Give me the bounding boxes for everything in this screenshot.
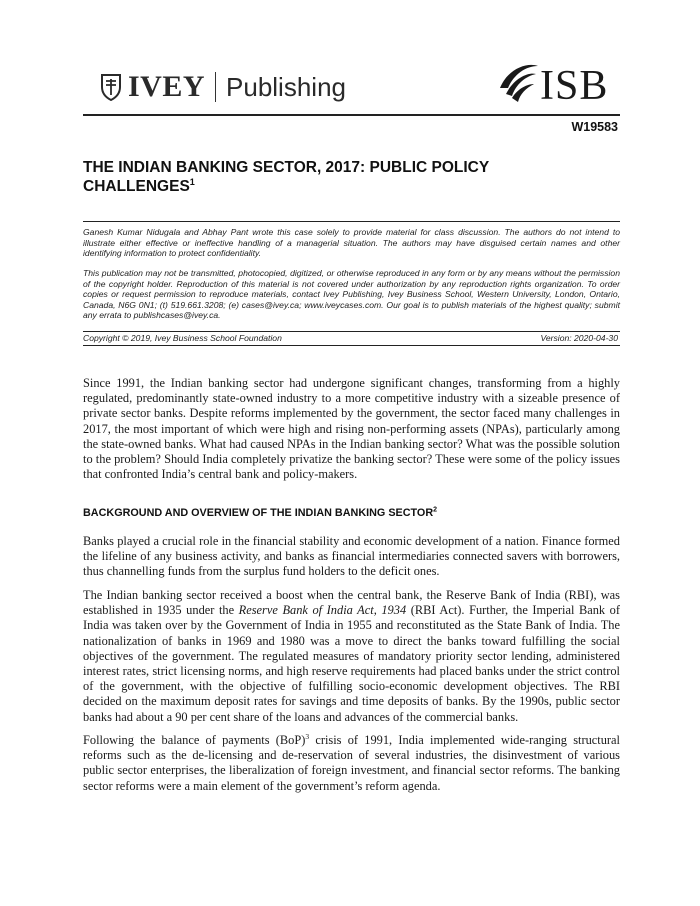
title-footnote-ref: 1 <box>189 176 195 187</box>
rbi-paragraph <box>83 588 620 725</box>
isb-wordmark: ISB <box>540 63 609 109</box>
case-title-text: THE INDIAN BANKING SECTOR, 2017: PUBLIC POLICY CHALLENGES <box>83 159 489 195</box>
header-rule <box>83 114 620 116</box>
rbi-text-b: (RBI Act). Further, the Imperial Bank of India was taken over by the Government of India in 1955 and reconstituted as the State Bank of India. The nationalization of banks in 1969 and 1980 was a move to direct the banks toward fulfilling the social objectives of the government. The regulated measures of mandatory priority sector lending, administered interest rates, strict licensing norms, and high reserve requirements had placed banks under the strict control of the government, with the objective of fulfilling socio-economic development objectives. The RBI decided on the maximum deposit rates for savings and time deposits of banks. By the 1990s, public sector banks had about a 90 per cent share of the loans and advances of the commercial banks. <box>83 603 621 724</box>
ivey-publishing-logo <box>100 67 346 107</box>
section-heading-text: BACKGROUND AND OVERVIEW OF THE INDIAN BANKING SECTOR <box>83 507 434 519</box>
case-title <box>83 158 603 196</box>
logo-separator <box>215 72 216 102</box>
banks-paragraph: Banks played a crucial role in the financial stability and economic development of a nation. Finance formed the lifeline of any business activity, and banks as financial intermediaries connected savers with borrowers, thus channelling funds from the surplus fund holders to the deficit ones. <box>83 534 620 579</box>
publishing-wordmark: Publishing <box>226 71 346 102</box>
version-text: Version: 2020-04-30 <box>540 333 618 343</box>
bop-paragraph <box>83 733 620 794</box>
copyright-bottom-rule <box>83 345 620 346</box>
copyright-top-rule <box>83 331 620 332</box>
ivey-shield-icon <box>100 73 122 101</box>
copyright-text: Copyright © 2019, Ivey Business School Foundation <box>83 333 282 343</box>
notice-top-rule <box>83 221 620 222</box>
intro-paragraph: Since 1991, the Indian banking sector had undergone significant changes, transforming from a highly regulated, predominantly state-owned industry to a more competitive industry with a sizeable presence of private sector banks. Despite reforms implemented by the government, the sector faced many challenges in 2017, the most important of which were high and rising non-performing assets (NPAs), particularly among the state-owned banks. What had caused NPAs in the Indian banking sector? What was the possible solution to the problem? Should India completely privatize the banking sector? These were some of the policy issues that confronted India’s central bank and policy-makers. <box>83 376 620 482</box>
rbi-act-name: Reserve Bank of India Act, 1934 <box>238 603 407 618</box>
ivey-wordmark: IVEY <box>128 70 206 103</box>
section-footnote-ref: 2 <box>433 506 438 514</box>
section-heading <box>83 507 437 519</box>
bop-text-b: crisis of 1991, India implemented wide-ranging structural reforms such as the de-licensing and de-reservation of several industries, the disinvestment of various public sector enterprises, the liberalization of foreign investment, and financial sector reforms. The banking sector reforms were a main element of the government’s reform agenda. <box>83 733 620 793</box>
case-code: W19583 <box>571 120 618 134</box>
rbi-text-a: The Indian banking sector received a boost when the central bank, the Reserve Bank of India (RBI), was established in 1935 under the <box>83 588 620 618</box>
bop-footnote-ref: 3 <box>305 731 310 741</box>
bop-text-a: Following the balance of payments (BoP) <box>83 733 306 747</box>
authors-notice: Ganesh Kumar Nidugala and Abhay Pant wrote this case solely to provide material for class discussion. The authors do not intend to illustrate either effective or ineffective handling of a managerial situation. The authors may have disguised certain names and other identifying information to protect confidentiality. <box>83 227 620 259</box>
rights-notice: This publication may not be transmitted, photocopied, digitized, or otherwise reproduced in any form or by any means without the permission of the copyright holder. Reproduction of this material is not covered under authorization by any reproduction rights organization. To order copies or request permission to reproduce materials, contact Ivey Publishing, Ivey Business School, Western University, London, Ontario, Canada, N6G 0N1; (t) 519.661.3208; (e) cases@ivey.ca; www.iveycases.com. Our goal is to publish materials of the highest quality; submit any errata to publishcases@ivey.ca. <box>83 268 620 321</box>
